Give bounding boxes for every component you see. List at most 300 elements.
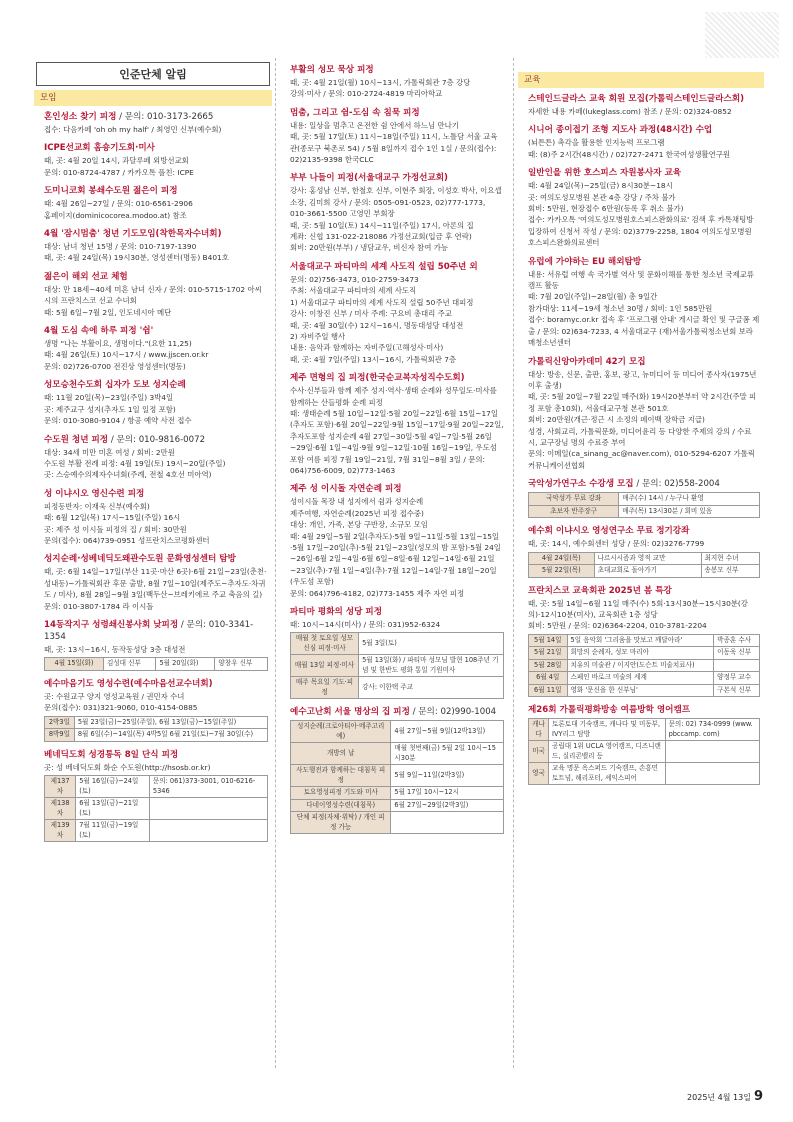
- notice-item: [290, 64, 504, 100]
- notice-body: [44, 644, 268, 655]
- notice-body: [44, 691, 268, 714]
- schedule-row: [291, 721, 504, 743]
- schedule-row: [45, 729, 268, 742]
- notice-title-text: 혼인성소 찾기 피정: [44, 112, 117, 122]
- schedule-row: [291, 633, 504, 655]
- notice-item: [290, 483, 504, 599]
- notice-item: [44, 142, 268, 178]
- notice-body: [528, 106, 760, 117]
- corner-mark: [705, 12, 779, 58]
- schedule-cell: [149, 820, 267, 842]
- schedule-cell: 다네이영성수련(대침묵): [291, 799, 391, 812]
- notice-title-text: 서울대교구 파티마의 세계 사도직 설립 50주년 외: [290, 261, 478, 272]
- notice-title: [528, 124, 760, 136]
- notice-title-text: 부활의 성모 묵상 피정: [290, 65, 374, 75]
- notice-line: 대상: 남녀 청년 15명 / 문의: 010-7197-1390: [44, 242, 197, 252]
- notice-list-middle: [280, 64, 508, 834]
- notice-title: [44, 185, 268, 197]
- schedule-cell: 5월 17일 10시~12시: [391, 787, 504, 800]
- notice-line: 문의: 02)756-3473, 010-2759-3473: [290, 274, 419, 284]
- notice-line: 회비: 5만원, 현장접수 6만원(등록 후 취소 불가): [528, 204, 684, 214]
- notice-item: [290, 172, 504, 253]
- notice-line: 수도원 부활 전례 피정: 4월 19일(토) 19시~20일(주일): [44, 458, 226, 468]
- schedule-table: [528, 718, 760, 785]
- notice-item: [528, 478, 760, 518]
- schedule-cell: 6월 13일(금)~21일(토): [76, 798, 150, 820]
- schedule-cell: 매월 첫 토요일 성모신심 피정·미사: [291, 633, 359, 655]
- notice-title: [44, 553, 268, 565]
- notice-line: 때, 곳: 6월 14일~17일(부산 11곳·마산 6곳)·6월 21일~23일(춘천·성내동)~가톨릭회관 후문 출발, 8월 7일~10일(제주도~추자도·차귀도 / 미사), 8월 28일~9월 3일(백두산~브레키에르 주교 축음의 길): [44, 567, 267, 600]
- notice-body: [44, 447, 268, 481]
- schedule-cell: 구본석 신부: [714, 684, 760, 697]
- notice-line: 곳: 수원교구 양지 영성교육원 / 권민자 수녀: [44, 691, 185, 701]
- schedule-table: [44, 716, 268, 742]
- schedule-cell: 최지현 수녀: [701, 552, 760, 565]
- page-footer: [687, 1089, 763, 1104]
- schedule-row: [291, 655, 504, 677]
- notice-title-text: 유럽에 가야하는 EU 해외탐방: [528, 256, 642, 267]
- notice-line: 때: 생태순례 5월 10일~12일·5월 20일~22일·6월 15일~17일(추자도 포함)·6월 20일~22일·9월 15일~17일·9월 20일~22일, 추자도포함 성지순례 4월 27일~30일·5월 4일~7일·5월 26일~29일·6월 1일~4일·9월 9일~12일·10월 16일~19일, 우도섬 포함 여름 피정 7월 19일~21일, 7월 31일~8월 3일 / 문의: 064)756-6009, 02)773-1463: [290, 408, 504, 475]
- schedule-cell: 토론토대 기숙캠프, 캐나다 및 미동부, IVY리그 탐방: [549, 719, 666, 741]
- notice-line: 때: 10시~14시(미사) / 문의: 031)952-6324: [290, 620, 441, 630]
- notice-title: [528, 525, 760, 537]
- notice-title: [44, 142, 268, 154]
- schedule-cell: 캐나다: [529, 719, 549, 741]
- notice-line: 대상: 개인, 가족, 본당 구반장, 소규모 모임: [290, 520, 428, 530]
- schedule-cell: 8월 6일(수)~14일(목) 4박5일 6월 21일(토)~7월 30일(수): [74, 729, 267, 742]
- schedule-row: [291, 812, 504, 834]
- notice-item: [44, 749, 268, 842]
- notice-item: [528, 124, 760, 160]
- notice-title-text: 시니어 종이접기 조형 지도사 과정(48시간) 수업: [528, 125, 713, 136]
- notice-title: [528, 478, 760, 490]
- notice-line: 때: 4월 24일(목)~25일(금) 8시30분~18시: [528, 181, 673, 191]
- schedule-cell: 4월 24일(목): [529, 552, 595, 565]
- issue-date: 2025년 4월 13일: [687, 1093, 751, 1102]
- schedule-cell: [665, 763, 759, 785]
- notice-body: [44, 124, 268, 135]
- schedule-cell: 나르시시즘과 영적 교만: [594, 552, 701, 565]
- notice-body: [290, 619, 504, 630]
- notice-line: 회비: 20만원(부부) / 냉담교우, 비신자 참여 가능: [290, 243, 448, 253]
- notice-line: 문의: 이메일(ca_sinang_ac@naver.com), 010-5294-6207 가톨릭커뮤니케이션협회: [528, 449, 755, 470]
- notice-body: [290, 77, 504, 100]
- schedule-row: [529, 719, 760, 741]
- schedule-row: [45, 798, 268, 820]
- notice-title-text: 스테인드글라스 교육 회원 모집(가톨릭스테인드글라스회): [528, 94, 745, 104]
- notice-line: 대상: 만 18세~40세 미혼 남녀 신자 / 문의: 010-5715-1702 아씨시의 프란치스코 선교 수녀회: [44, 284, 262, 306]
- notice-body: [528, 369, 760, 472]
- column-left: [34, 58, 272, 1068]
- notice-line: 회비: 20만원(개근·정근 시 소정의 페이백 장학금 지급): [528, 415, 705, 425]
- notice-line: 때, 곳: 5월 17일(토) 11시~18일(주일) 11시, 노틀담 서울 교육관(종로구 북촌로 54) / 5월 8일까지 접수 1인 1실 / 문의(접수): 02)2135-9398 한국CLC: [290, 132, 498, 165]
- notice-line: 문의: 064)796-4182, 02)773-1455 제주 자연 피정: [290, 588, 465, 598]
- schedule-cell: 매주(목) 13시30분 / 회비 있음: [619, 505, 760, 518]
- notice-body: [528, 137, 760, 160]
- notice-item: [44, 111, 268, 135]
- notice-line: 문의: 02)726-0700 전진상 영성센터(명동): [44, 361, 186, 371]
- notice-line: 성경, 사회교리, 가톨릭문화, 미디어윤리 등 다양한 주제의 강의 / 수료시, 교구장님 명의 수료증 부여: [528, 426, 752, 447]
- notice-item: [44, 325, 268, 372]
- schedule-cell: 영화 '문신을 한 신부님': [567, 684, 714, 697]
- schedule-cell: 6월 27일~29일(2박3일): [391, 799, 504, 812]
- schedule-row: [291, 799, 504, 812]
- notice-item: [44, 553, 268, 612]
- schedule-row: [529, 684, 760, 697]
- notice-title-text: 멈춤, 그리고 쉼-도심 속 침묵 피정: [290, 107, 420, 118]
- notice-title: [290, 706, 504, 718]
- notice-body: [290, 120, 504, 166]
- schedule-row: [45, 820, 268, 842]
- notice-title: [44, 678, 268, 690]
- schedule-cell: 5월 13일(화) / 파티마 성모님 발현 108주년 기념 및 한반도 평화 통일 기원미사: [359, 655, 504, 677]
- notice-item: [44, 228, 268, 264]
- notice-line: 문의: 010-8724-4787 / 카카오톡 플친: ICPE: [44, 167, 194, 177]
- notice-title: [44, 619, 268, 643]
- notice-title: [290, 372, 504, 384]
- schedule-cell: 김성대 신부: [103, 658, 156, 671]
- notice-contact: / 문의: 02)990-1004: [409, 707, 497, 718]
- notice-title: [290, 64, 504, 76]
- notice-line: 때, 곳: 4월 20일 14시, 과달루페 외방선교회: [44, 156, 189, 166]
- schedule-cell: 5월 28일: [529, 659, 568, 672]
- schedule-row: [529, 493, 760, 506]
- notice-body: [44, 338, 268, 372]
- notice-title: [290, 107, 504, 119]
- schedule-row: [45, 776, 268, 798]
- schedule-cell: [391, 812, 504, 834]
- notice-item: [290, 606, 504, 699]
- notice-line: 때: (8)주 2시간(48시간) / 02)727-2471 한국여성생활연구원: [528, 149, 731, 159]
- schedule-cell: 6월 11일: [529, 684, 568, 697]
- schedule-row: [291, 765, 504, 787]
- notice-line: 때: 6월 12일(목) 17시~15일(주일) 16시: [44, 513, 181, 523]
- schedule-row: [291, 787, 504, 800]
- schedule-cell: 5월 20일(화): [156, 658, 215, 671]
- notice-line: 강사: 홍성남 신부, 한철호 신부, 이현주 회장, 이성호 박사, 이요셉 소장, 김미희 강사 / 문의: 0505-091-0523, 02)777-1773, 010-3661-5500 고영민 부회장: [290, 186, 502, 219]
- notice-body: [44, 155, 268, 178]
- notice-item: [44, 678, 268, 742]
- notice-line: 때: 4월 26일(토) 10시~17시 / www.jjscen.or.kr: [44, 350, 209, 360]
- schedule-cell: 4월 27일~5월 9일(12박13일): [391, 721, 504, 743]
- notice-line: 회비: 5만원 / 문의: 02)6364-2204, 010-3781-2204: [528, 621, 707, 631]
- notice-line: 때: 7월 20일(주일)~28일(월) 총 9일간: [528, 292, 658, 302]
- notice-title: [44, 379, 268, 391]
- notice-line: 곳: 제주교구 성지(추자도 1일 일정 포함): [44, 404, 176, 414]
- section-banner: 인준단체 알림: [36, 62, 270, 86]
- schedule-cell: 5월 9일~11일(2박3일): [391, 765, 504, 787]
- notice-title: [528, 704, 760, 716]
- notice-item: [528, 356, 760, 472]
- notice-line: 문의: 010-3080-9104 / 항공 예약 사전 접수: [44, 416, 192, 426]
- schedule-cell: 단체 피정(자체·위탁) / 개인 피정 가능: [291, 812, 391, 834]
- schedule-cell: 교육 명문 옥스퍼드 기숙캠프, 손흥민 토트넘, 해리포터, 셰익스피어: [549, 763, 666, 785]
- schedule-cell: 토요영성피정 기도와 미사: [291, 787, 391, 800]
- notice-title: [44, 111, 268, 123]
- notice-title-text: 14동작지구 성령쇄신봉사회 낮피정: [44, 619, 179, 630]
- notice-contact: / 문의: 010-3341-1354: [44, 619, 254, 642]
- notice-line: 접수: 카카오톡 '여의도성모병원호스피스완화의료' 검색 후 카톡채팅방 입장하여 신청서 작성 / 문의: 02)3779-2258, 1804 여의도성모병원 호스피스완화의료센터: [528, 215, 754, 248]
- notice-line: 곳: 제주 성 이시돌 피정의 집 / 회비: 30만원: [44, 524, 187, 534]
- notice-title-text: 성지순례·성베네딕도왜관수도원 문화영성센터 탐방: [44, 554, 236, 565]
- schedule-cell: 영국: [529, 763, 549, 785]
- notice-line: 제주여행, 자연순례(2025년 피정 접수중): [290, 508, 424, 518]
- notice-line: 때: 4월 29일~5월 2일(추자도)·5월 9일~11일·5월 13일~15일·5월 17일~20일(추)·5월 21일~23일(성모의 밤 포함)·5월 24일~26일·6월 2일~4일·6월 6일~8일·6월 12일~14일·6월 21일~23일(추)·7월 1일~4일(추)·7월 12일~14일·7월 18일~20일(우도섬 포함): [290, 531, 501, 587]
- notice-item: [44, 271, 268, 318]
- schedule-cell: 스페인 바로크 미술의 세계: [567, 672, 714, 685]
- notice-line: 강의·미사 / 문의: 010-2724-4819 마리아학교: [290, 89, 443, 99]
- notice-list-left: [34, 111, 272, 842]
- notice-line: 내용: 일상을 멈추고 온전한 쉼 안에서 하느님 만나기: [290, 120, 459, 130]
- notice-item: [528, 167, 760, 248]
- schedule-cell: 미국: [529, 741, 549, 763]
- notice-title-text: 수도원 청년 피정: [44, 434, 109, 445]
- schedule-cell: 제137차: [45, 776, 76, 798]
- schedule-row: [529, 741, 760, 763]
- notice-title: [528, 167, 760, 179]
- schedule-row: [529, 763, 760, 785]
- notice-title: [290, 261, 504, 273]
- schedule-cell: 5월 23일(금)~25일(주일), 6월 13일(금)~15일(주일): [74, 716, 267, 729]
- notice-title: [44, 271, 268, 283]
- notice-body: [44, 762, 268, 773]
- notice-line: 성이시돌 목장 내 성지에서 쉼과 성지순례: [290, 497, 424, 507]
- notice-body: [44, 241, 268, 264]
- category-label-education: 교육: [518, 72, 764, 88]
- schedule-cell: 매월 첫번째(금) 5월 2일 10시~15시30분: [391, 743, 504, 765]
- schedule-row: [529, 659, 760, 672]
- notice-body: [44, 501, 268, 547]
- schedule-cell: [665, 741, 759, 763]
- notice-line: 때, 곳: 13시~16시, 동작동성당 3층 대성전: [44, 644, 186, 654]
- notice-title-text: 예수고난회 서울 명상의 집 피정: [290, 707, 410, 718]
- notice-line: 주최: 서울대교구 파티마의 세계 사도직: [290, 286, 417, 296]
- notice-line: 문의(접수): 064)739-0951 성프란치스코평화센터: [44, 535, 210, 545]
- schedule-cell: 박종훈 수사: [714, 634, 760, 647]
- schedule-cell: 제139차: [45, 820, 76, 842]
- notice-item: [290, 261, 504, 365]
- schedule-cell: 개방의 날: [291, 743, 391, 765]
- notice-line: 때: 11월 20일(목)~23일(주일) 3박4일: [44, 393, 174, 403]
- notice-title-text: 일반인을 위한 호스피스 자원봉사자 교육: [528, 168, 682, 179]
- notice-item: [528, 93, 760, 117]
- notice-title-text: 제26회 가톨릭평화방송 여름방학 영어캠프: [528, 705, 691, 716]
- schedule-table: [528, 492, 760, 518]
- schedule-table: [44, 775, 268, 842]
- notice-title: [44, 434, 268, 446]
- notice-title-text: 4월 도심 속에 하루 피정 '쉼': [44, 326, 154, 337]
- notice-title: [290, 606, 504, 618]
- notice-item: [528, 585, 760, 698]
- schedule-row: [529, 505, 760, 518]
- notice-line: 2) 자비주일 행사: [290, 331, 346, 341]
- schedule-cell: 치유의 미술관 / 이지안(도슨트 미술치료사): [567, 659, 714, 672]
- notice-title-text: 제주 면형의 집 피정(한국순교복자성직수도회): [290, 373, 465, 384]
- schedule-row: [529, 565, 760, 578]
- schedule-cell: 8박9일: [45, 729, 75, 742]
- notice-title-text: 파티마 평화의 성당 피정: [290, 607, 382, 618]
- notice-title: [290, 172, 504, 184]
- schedule-cell: 공립대 1위 UCLA 영어캠프, 디즈니랜드, 실리콘밸리 등: [549, 741, 666, 763]
- notice-title-text: 도미니코회 봉쇄수도원 젊은이 피정: [44, 186, 178, 197]
- notice-line: 생명 "나는 부활이요, 생명이다."(요한 11,25): [44, 339, 192, 349]
- schedule-row: [529, 672, 760, 685]
- schedule-cell: 희망의 순례자, 성모 마리아: [567, 647, 714, 660]
- schedule-cell: 문의: 02) 734-0999 (www. pbccamp. com): [665, 719, 759, 741]
- notice-line: 곳: 성 베네딕도회 화순 수도원(http://hsosb.or.kr): [44, 762, 211, 772]
- notice-item: [44, 379, 268, 426]
- schedule-cell: 초대교회로 돌아가기: [594, 565, 701, 578]
- notice-title-text: 성 이냐시오 영신수련 피정: [44, 488, 145, 499]
- column-divider: [275, 58, 276, 1068]
- column-middle: [280, 58, 508, 1068]
- schedule-row: [45, 658, 268, 671]
- notice-line: 곳: 여의도성모병원 본관 4층 강당 / 주차 불가: [528, 192, 676, 202]
- notice-line: (뇌튼튼) 촉각을 활용한 인지능력 프로그램: [528, 138, 665, 148]
- schedule-cell: 매월 13일 피정·미사: [291, 655, 359, 677]
- notice-title: [528, 256, 760, 268]
- notice-line: 때: 5월 6일~7월 2일, 인도네시아 메단: [44, 307, 172, 317]
- notice-title-text: 프란치스코 교육회관 2025년 봄 특강: [528, 585, 672, 596]
- notice-contact: / 문의: 010-9816-0072: [108, 434, 206, 445]
- notice-title-text: ICPE선교회 홈숑기도회·미사: [44, 143, 155, 154]
- notice-body: [44, 392, 268, 426]
- notice-title-text: 성모승천수도회 십자가 도보 성지순례: [44, 380, 186, 391]
- schedule-cell: 5월 16일(금)~24일(토): [76, 776, 150, 798]
- notice-line: 문의(접수): 031)321-9060, 010-4154-0885: [44, 703, 198, 713]
- notice-item: [44, 185, 268, 221]
- schedule-cell: 양창우 신부: [215, 658, 268, 671]
- notice-line: 참가대상: 11세~19세 청소년 30명 / 회비: 1인 585만원: [528, 303, 713, 313]
- schedule-table: [528, 634, 760, 698]
- notice-item: [44, 488, 268, 547]
- schedule-cell: [149, 798, 267, 820]
- notice-title: [528, 93, 760, 105]
- notice-line: 홈페이지(dominicocorea.modoo.at) 참조: [44, 210, 187, 220]
- notice-body: [290, 274, 504, 365]
- notice-line: 문의: 010-3807-1784 라 이시돌: [44, 601, 154, 611]
- notice-body: [44, 566, 268, 612]
- schedule-cell: 5월 14일: [529, 634, 568, 647]
- schedule-cell: 초보자 반주장구: [529, 505, 619, 518]
- schedule-cell: 국악성가 무료 강좌: [529, 493, 619, 506]
- schedule-cell: 송봉모 신부: [701, 565, 760, 578]
- notice-line: 때, 곳: 14시, 예수회센터 성당 / 문의: 02)3276-7799: [528, 539, 705, 549]
- notice-title-text: 부부 나들이 피정(서울대교구 가정선교회): [290, 173, 448, 184]
- notice-title-text: 베네딕도회 성경통독 8일 단식 피정: [44, 749, 179, 760]
- notice-body: [290, 185, 504, 253]
- schedule-cell: 7월 11일(금)~19일(토): [76, 820, 150, 842]
- notice-title-text: 예수회 이냐시오 영성연구소 무료 정기강좌: [528, 526, 690, 537]
- schedule-row: [529, 647, 760, 660]
- notice-item: [44, 619, 268, 671]
- notice-body: [528, 598, 760, 632]
- notice-line: 자세한 내용 카페(lukeglass.com) 참조 / 문의: 02)324-0852: [528, 107, 732, 116]
- schedule-table: [44, 657, 268, 671]
- notice-title: [528, 356, 760, 368]
- schedule-row: [45, 716, 268, 729]
- notice-line: 대상: 34세 미만 미혼 여성 / 회비: 2만원: [44, 447, 175, 457]
- notice-title-text: 4월 '잠시멈춤' 청년 기도모임(착한목자수녀회): [44, 229, 222, 240]
- schedule-row: [291, 743, 504, 765]
- schedule-cell: 5월 3일(토): [359, 633, 504, 655]
- notice-line: 내용: 서유럽 여행 속 국가별 역사 및 문화이해를 통한 청소년 국제교류 캠프 활동: [528, 269, 754, 291]
- notice-item: [290, 372, 504, 476]
- notice-contact: / 문의: 02)558-2004: [633, 479, 720, 490]
- notice-line: 때, 곳: 4월 24일(목) 19시30분, 영성센터(명동) B401호: [44, 253, 229, 263]
- schedule-cell: 5일 음악회 '그리움을 맛보고 깨달아라': [567, 634, 714, 647]
- schedule-cell: 사도행전과 함께하는 대침묵 피정: [291, 765, 391, 787]
- notice-body: [44, 284, 268, 318]
- notice-body: [528, 269, 760, 349]
- notice-line: 때, 곳: 5월 10일(토) 14시~11일(주일) 17시, 아론의 집: [290, 220, 474, 230]
- notice-line: 때, 곳: 4월 21일(월) 10시~13시, 가톨릭회관 7층 강당: [290, 78, 471, 87]
- notice-item: [528, 525, 760, 577]
- notice-line: 계좌: 신협 131-022-218086 가정선교회(입금 후 연락): [290, 232, 472, 242]
- notice-title-text: 젊은이 해외 선교 체험: [44, 271, 128, 282]
- notice-line: 강사: 이창진 신부 / 미사 주례: 구요비 총대리 주교: [290, 309, 452, 319]
- notice-title-text: 제주 성 이시돌 자연순례 피정: [290, 484, 402, 495]
- schedule-table: [290, 632, 504, 699]
- notice-item: [528, 256, 760, 349]
- notice-body: [290, 385, 504, 476]
- notice-line: 때, 곳: 5월 20일~7월 22일 매주(화) 19시20분부터 약 2시간(주말 피정 포함 총10회), 서울대교구청 본관 501호: [528, 392, 757, 413]
- schedule-cell: 5월 22일(목): [529, 565, 595, 578]
- notice-line: 때, 곳: 4월 30일(수) 12시~16시, 명동대성당 대성전: [290, 320, 464, 330]
- category-label-gathering: 모임: [34, 90, 272, 106]
- notice-line: 곳: 스승예수의제자수녀회(주례, 전철 4호선 미아역): [44, 470, 212, 480]
- notice-line: 접수: 다음카페 'oh oh my half' / 최영민 신부(예수회): [44, 125, 222, 134]
- schedule-cell: 매주(수) 14시 / 누구나 환영: [619, 493, 760, 506]
- notice-title: [44, 228, 268, 240]
- schedule-table: [528, 552, 760, 578]
- notice-body: [528, 538, 760, 549]
- notice-title: [44, 325, 268, 337]
- notice-title: [528, 585, 760, 597]
- page-number: 9: [753, 1089, 763, 1104]
- notice-item: [528, 704, 760, 785]
- schedule-row: [529, 552, 760, 565]
- schedule-cell: 6월 4일: [529, 672, 568, 685]
- schedule-cell: 문의: 061)373-3001, 010-6216-5346: [149, 776, 267, 798]
- notice-body: [44, 198, 268, 221]
- schedule-table: [290, 720, 504, 834]
- notice-item: [44, 434, 268, 481]
- notice-title: [44, 488, 268, 500]
- schedule-cell: 양정무 교수: [714, 672, 760, 685]
- notice-line: 대상: 방송, 신문, 출판, 홍보, 광고, 뉴미디어 등 미디어 종사자(1975년 이후 출생): [528, 369, 757, 390]
- notice-line: 피정동반자: 이재욱 신부(예수회): [44, 501, 150, 511]
- notice-item: [290, 107, 504, 166]
- notice-line: 때, 곳: 4월 7일(주일) 13시~16시, 가톨릭회관 7층: [290, 354, 457, 364]
- column-divider: [513, 58, 514, 1068]
- notice-title: [44, 749, 268, 761]
- schedule-cell: [714, 659, 760, 672]
- notice-item: [290, 706, 504, 834]
- schedule-cell: 제138차: [45, 798, 76, 820]
- notice-line: 내용: 음악과 함께하는 자비주일(고해성사·미사): [290, 343, 444, 353]
- schedule-cell: 성지순례(크로아티아·메주고리예): [291, 721, 391, 743]
- notice-body: [528, 180, 760, 248]
- notice-title-text: 예수마음기도 영성수련(예수마음선교수녀회): [44, 678, 213, 689]
- schedule-row: [291, 677, 504, 699]
- notice-list-right: [518, 93, 764, 785]
- notice-line: 접수: boramyc.or.kr 접속 후 '프로그램 안내' 게시글 확인 및 구글폼 제출 / 문의: 02)634-7233, 4 서울대교구 (재)서울가톨릭청소년회 보라매청소년센터: [528, 315, 760, 348]
- schedule-cell: 강사: 이한택 주교: [359, 677, 504, 699]
- notice-line: 때, 곳: 5월 14일~6월 11일 매주(수) 5회·13시30분~15시30분(강의)·12시10분(미사), 교육회관 1층 성당: [528, 598, 748, 619]
- notice-contact: / 문의: 010-3173-2665: [116, 112, 214, 122]
- schedule-cell: 4월 15일(화): [45, 658, 104, 671]
